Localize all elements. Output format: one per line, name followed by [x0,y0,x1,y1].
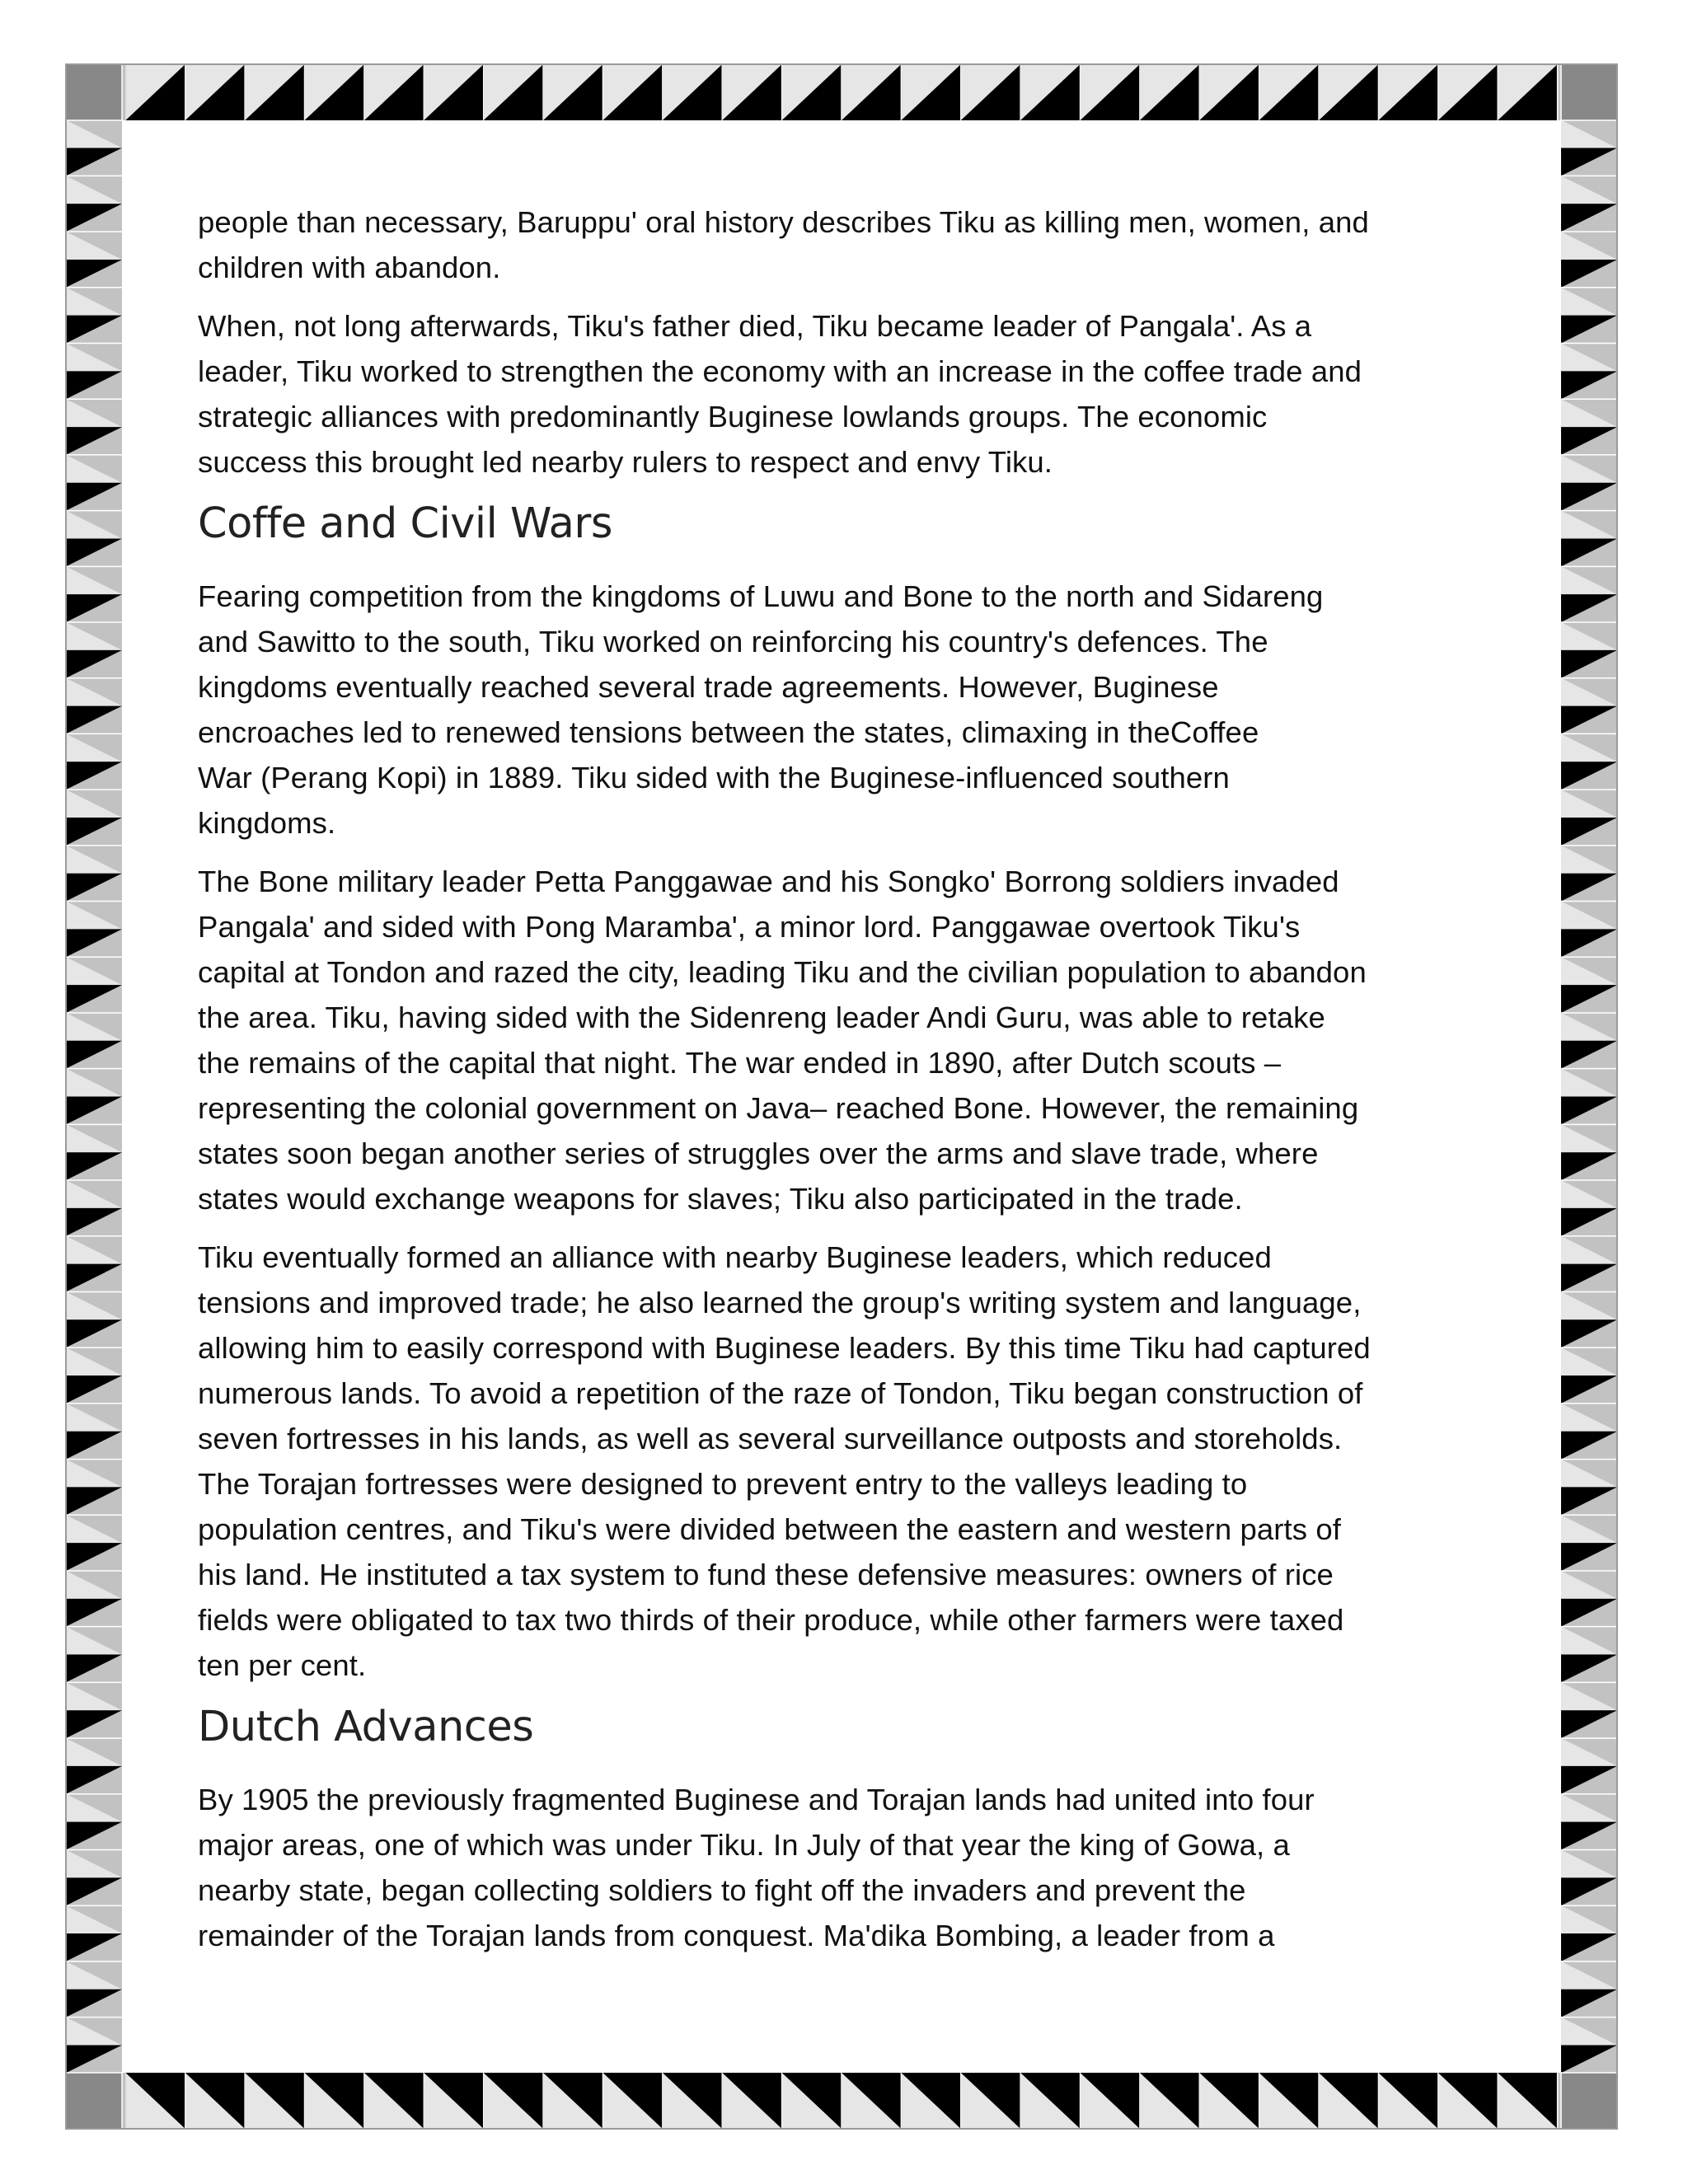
text-line: and Sawitto to the south, Tiku worked on reinforcing his country's defences. The [198,625,1268,658]
paragraph [198,199,1492,290]
text-line: Fearing competition from the kingdoms of Luwu and Bone to the north and Sidareng [198,579,1324,613]
text-line: capital at Tondon and razed the city, leading Tiku and the civilian population to abandon [198,955,1367,989]
text-line: kingdoms eventually reached several trade agreements. However, Buginese [198,670,1219,704]
text-line: By 1905 the previously fragmented Buginese and Torajan lands had united into four [198,1783,1315,1816]
text-line: Tiku eventually formed an alliance with nearby Buginese leaders, which reduced [198,1240,1272,1274]
text-line: major areas, one of which was under Tiku. In July of that year the king of Gowa, a [198,1828,1290,1862]
text-line: success this brought led nearby rulers to respect and envy Tiku. [198,445,1053,479]
paragraph [198,1235,1492,1688]
text-line: nearby state, began collecting soldiers to fight off the invaders and prevent the [198,1873,1246,1907]
text-line: population centres, and Tiku's were divided between the eastern and western parts of [198,1512,1341,1546]
text-line: War (Perang Kopi) in 1889. Tiku sided with the Buginese-influenced southern [198,761,1230,794]
text-line: the remains of the capital that night. The war ended in 1890, after Dutch scouts – [198,1046,1282,1080]
text-line: children with abandon. [198,251,501,284]
text-line: Pangala' and sided with Pong Maramba', a minor lord. Panggawae overtook Tiku's [198,910,1301,944]
section-heading-dutch-advances: Dutch Advances [198,1703,534,1751]
paragraph [198,1777,1492,1958]
page-body [198,199,1492,2029]
paragraph [198,859,1492,1221]
text-line: remainder of the Torajan lands from conquest. Ma'dika Bombing, a leader from a [198,1919,1275,1952]
text-line: numerous lands. To avoid a repetition of the raze of Tondon, Tiku began construction of [198,1376,1363,1410]
border-corner-square [1561,64,1617,120]
text-line: people than necessary, Baruppu' oral history describes Tiku as killing men, women, and [198,205,1369,239]
border-corner-square [1561,2073,1617,2129]
text-line: seven fortresses in his lands, as well as several surveillance outposts and storeholds. [198,1422,1343,1455]
section-heading-coffee-and-civil-wars: Coffe and Civil Wars [198,499,612,548]
border-corner-square [66,64,122,120]
paragraph [198,303,1492,485]
text-line: fields were obligated to tax two thirds of their produce, while other farmers were taxed [198,1603,1344,1637]
text-line: leader, Tiku worked to strengthen the economy with an increase in the coffee trade and [198,354,1362,388]
text-line: his land. He instituted a tax system to fund these defensive measures: owners of rice [198,1558,1334,1591]
paragraph [198,574,1492,846]
text-line: allowing him to easily correspond with Buginese leaders. By this time Tiku had captured [198,1331,1371,1365]
text-line: states would exchange weapons for slaves; Tiku also participated in the trade. [198,1182,1243,1216]
text-line: kingdoms. [198,806,336,840]
text-line: states soon began another series of struggles over the arms and slave trade, where [198,1137,1319,1170]
text-line: representing the colonial government on Java– reached Bone. However, the remaining [198,1091,1359,1125]
text-line: the area. Tiku, having sided with the Sidenreng leader Andi Guru, was able to retake [198,1001,1325,1034]
text-line: When, not long afterwards, Tiku's father died, Tiku became leader of Pangala'. As a [198,309,1312,343]
text-line: strategic alliances with predominantly Buginese lowlands groups. The economic [198,400,1268,434]
text-line: ten per cent. [198,1648,367,1682]
border-corner-square [66,2073,122,2129]
text-line: encroaches led to renewed tensions between the states, climaxing in theCoffee [198,715,1259,749]
text-line: The Torajan fortresses were designed to prevent entry to the valleys leading to [198,1467,1248,1501]
text-line: The Bone military leader Petta Panggawae and his Songko' Borrong soldiers invaded [198,865,1339,898]
text-line: tensions and improved trade; he also learned the group's writing system and language, [198,1286,1362,1319]
